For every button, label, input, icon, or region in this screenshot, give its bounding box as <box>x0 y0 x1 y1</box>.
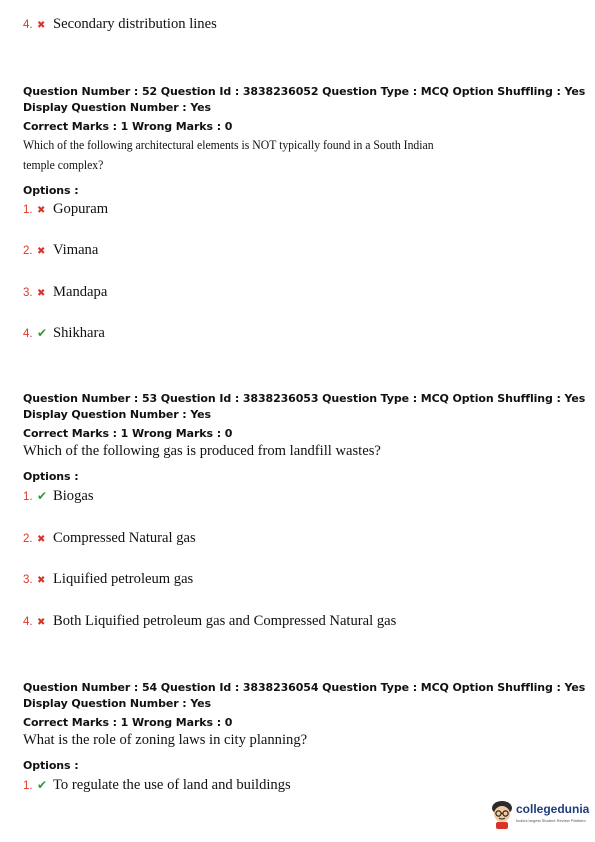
cross-icon: ✖ <box>37 288 46 299</box>
check-icon: ✔ <box>37 489 48 503</box>
option-text: To regulate the use of land and buildings <box>53 777 291 793</box>
cross-icon: ✖ <box>37 534 46 545</box>
options-label: Options : <box>23 759 79 772</box>
option-row <box>23 201 108 218</box>
option-number: 4. <box>23 19 33 31</box>
marks-line: Correct Marks : 1 Wrong Marks : 0 <box>23 716 233 729</box>
option-text: Mandapa <box>53 284 108 300</box>
option-row <box>23 242 98 259</box>
option-text: Biogas <box>53 488 94 504</box>
collegedunia-logo <box>489 799 593 831</box>
option-row <box>23 530 196 547</box>
check-icon: ✔ <box>37 326 48 340</box>
option-text: Gopuram <box>53 201 109 217</box>
logo-tagline: India's largest Student Review Platform <box>516 818 586 823</box>
question-stem-line: What is the role of zoning laws in city planning? <box>23 732 308 748</box>
option-text: Both Liquified petroleum gas and Compressed Natural gas <box>53 613 397 629</box>
option-number: 2. <box>23 533 33 545</box>
options-label: Options : <box>23 184 79 197</box>
cross-icon: ✖ <box>37 617 46 628</box>
option-text: Secondary distribution lines <box>53 16 217 32</box>
cross-icon: ✖ <box>37 246 46 257</box>
option-number: 1. <box>23 204 33 216</box>
cross-icon: ✖ <box>37 575 46 586</box>
option-text: Compressed Natural gas <box>53 530 196 546</box>
option-row <box>23 777 291 794</box>
option-text: Liquified petroleum gas <box>53 571 194 587</box>
option-number: 3. <box>23 574 33 586</box>
option-number: 1. <box>23 780 33 792</box>
option-number: 2. <box>23 245 33 257</box>
question-header: Question Number : 52 Question Id : 3838236052 Question Type : MCQ Option Shuffling : Yes <box>23 85 586 98</box>
marks-line: Correct Marks : 1 Wrong Marks : 0 <box>23 427 233 440</box>
logo-name: collegedunia <box>516 802 590 816</box>
question-stem-line: temple complex? <box>23 158 104 172</box>
options-label: Options : <box>23 470 79 483</box>
mascot-icon <box>489 799 515 829</box>
question-header: Question Number : 54 Question Id : 3838236054 Question Type : MCQ Option Shuffling : Yes <box>23 681 586 694</box>
display-question-number: Display Question Number : Yes <box>23 408 211 421</box>
question-stem <box>23 732 307 749</box>
option-text: Shikhara <box>53 325 105 341</box>
option-number: 3. <box>23 287 33 299</box>
option-number: 4. <box>23 616 33 628</box>
question-stem-line: Which of the following architectural elements is NOT typically found in a South Indian <box>23 138 434 152</box>
option-number: 1. <box>23 491 33 503</box>
question-stem <box>23 135 434 175</box>
check-icon: ✔ <box>37 778 48 792</box>
option-row <box>23 284 107 301</box>
cross-icon: ✖ <box>37 205 46 216</box>
question-header: Question Number : 53 Question Id : 3838236053 Question Type : MCQ Option Shuffling : Yes <box>23 392 586 405</box>
option-row <box>23 488 94 505</box>
question-stem-line: Which of the following gas is produced from landfill wastes? <box>23 443 381 459</box>
option-row <box>23 613 396 630</box>
question-stem <box>23 443 381 460</box>
option-row <box>23 325 105 342</box>
option-number: 4. <box>23 328 33 340</box>
display-question-number: Display Question Number : Yes <box>23 697 211 710</box>
display-question-number: Display Question Number : Yes <box>23 101 211 114</box>
cross-icon: ✖ <box>37 20 46 31</box>
option-row <box>23 16 217 33</box>
option-text: Vimana <box>53 242 99 258</box>
marks-line: Correct Marks : 1 Wrong Marks : 0 <box>23 120 233 133</box>
option-row <box>23 571 193 588</box>
